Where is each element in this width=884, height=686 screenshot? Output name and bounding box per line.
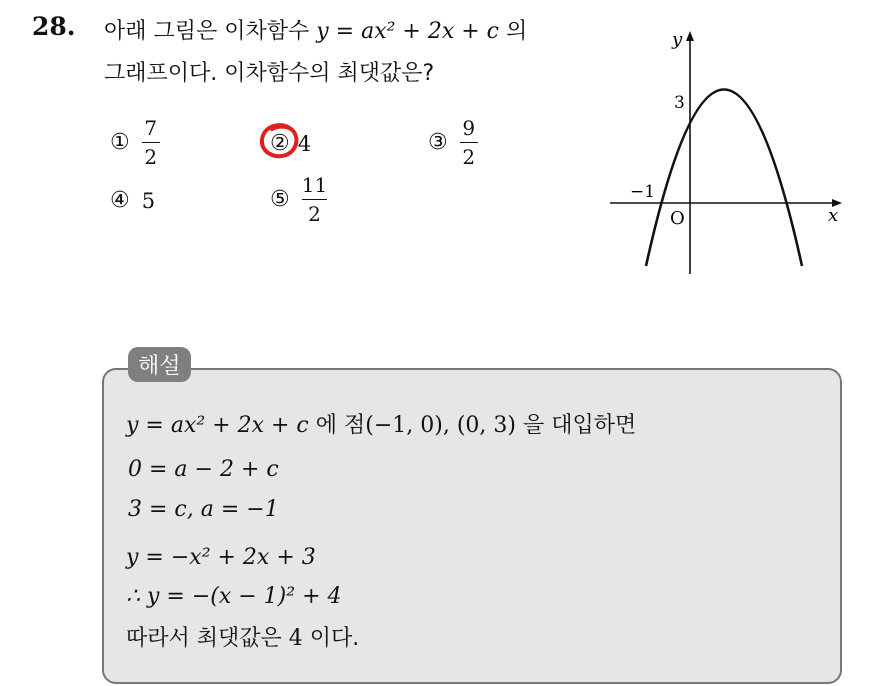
choice-4-symbol: ④ <box>110 188 130 213</box>
solution-line-4 <box>126 545 316 570</box>
question-formula: y = ax² + 2x + c <box>316 19 500 44</box>
y-axis-label: y <box>672 29 683 50</box>
choice-3-fraction <box>460 116 478 169</box>
choice-5-fraction <box>302 173 327 226</box>
function-equation: y = −x² + 2x + 3 <box>126 545 316 570</box>
question-number: 28. <box>32 12 76 41</box>
choice-1-denominator: 2 <box>144 145 158 169</box>
vertex-form: ∴ y = −(x − 1)² + 4 <box>126 584 342 609</box>
question-text-prefix: 아래 그림은 이차함수 <box>104 19 317 44</box>
choice-5[interactable] <box>270 173 327 226</box>
x-intercept-label: −1 <box>630 182 656 202</box>
choice-3-symbol: ③ <box>428 130 448 155</box>
choice-1-fraction <box>142 116 160 169</box>
question-text-suffix: 의 <box>499 19 528 44</box>
solution-line-2 <box>128 457 279 482</box>
question-line-2: 그래프이다. 이차함수의 최댓값은? <box>104 61 435 86</box>
parabola-curve <box>646 90 802 267</box>
solution-points: (−1, 0), (0, 3) <box>365 413 516 438</box>
selected-answer-circle-mark <box>258 121 302 161</box>
choice-1-numerator: 7 <box>144 116 158 140</box>
choice-5-symbol: ⑤ <box>270 187 290 212</box>
choice-4[interactable] <box>110 188 155 213</box>
equation-2: 3 = c, a = −1 <box>128 497 279 522</box>
solution-line-5 <box>126 584 342 609</box>
x-axis-label: x <box>828 205 839 226</box>
solution-text-mid: 에 점 <box>308 413 366 438</box>
equation-1: 0 = a − 2 + c <box>128 457 279 482</box>
solution-formula: y = ax² + 2x + c <box>126 413 309 438</box>
fraction-bar <box>142 142 160 143</box>
solution-line-6 <box>126 621 359 652</box>
origin-label: O <box>670 208 685 229</box>
solution-line-1 <box>126 408 636 439</box>
question-line-1 <box>104 14 527 45</box>
choice-1-symbol: ① <box>110 130 130 155</box>
choice-3-numerator: 9 <box>462 116 476 140</box>
parabola-graph <box>606 28 846 278</box>
y-axis-arrow <box>686 31 694 41</box>
conclusion-prefix: 따라서 최댓값은 <box>126 626 289 651</box>
choice-3[interactable] <box>428 116 478 169</box>
conclusion-value: 4 <box>288 626 303 651</box>
solution-tag: 해설 <box>128 347 191 382</box>
choice-3-denominator: 2 <box>462 145 476 169</box>
choice-4-value: 5 <box>141 188 156 213</box>
fraction-bar <box>460 142 478 143</box>
choice-5-numerator: 11 <box>301 173 328 197</box>
solution-line-3 <box>128 497 279 522</box>
fraction-bar <box>302 199 327 200</box>
choice-1[interactable] <box>110 116 160 169</box>
solution-text-end: 을 대입하면 <box>515 413 637 438</box>
y-intercept-label: 3 <box>674 93 685 113</box>
conclusion-suffix: 이다. <box>302 626 360 651</box>
choice-2-symbol: ② <box>270 131 290 156</box>
choice-2-value: 4 <box>297 131 312 156</box>
choice-5-denominator: 2 <box>308 202 321 226</box>
